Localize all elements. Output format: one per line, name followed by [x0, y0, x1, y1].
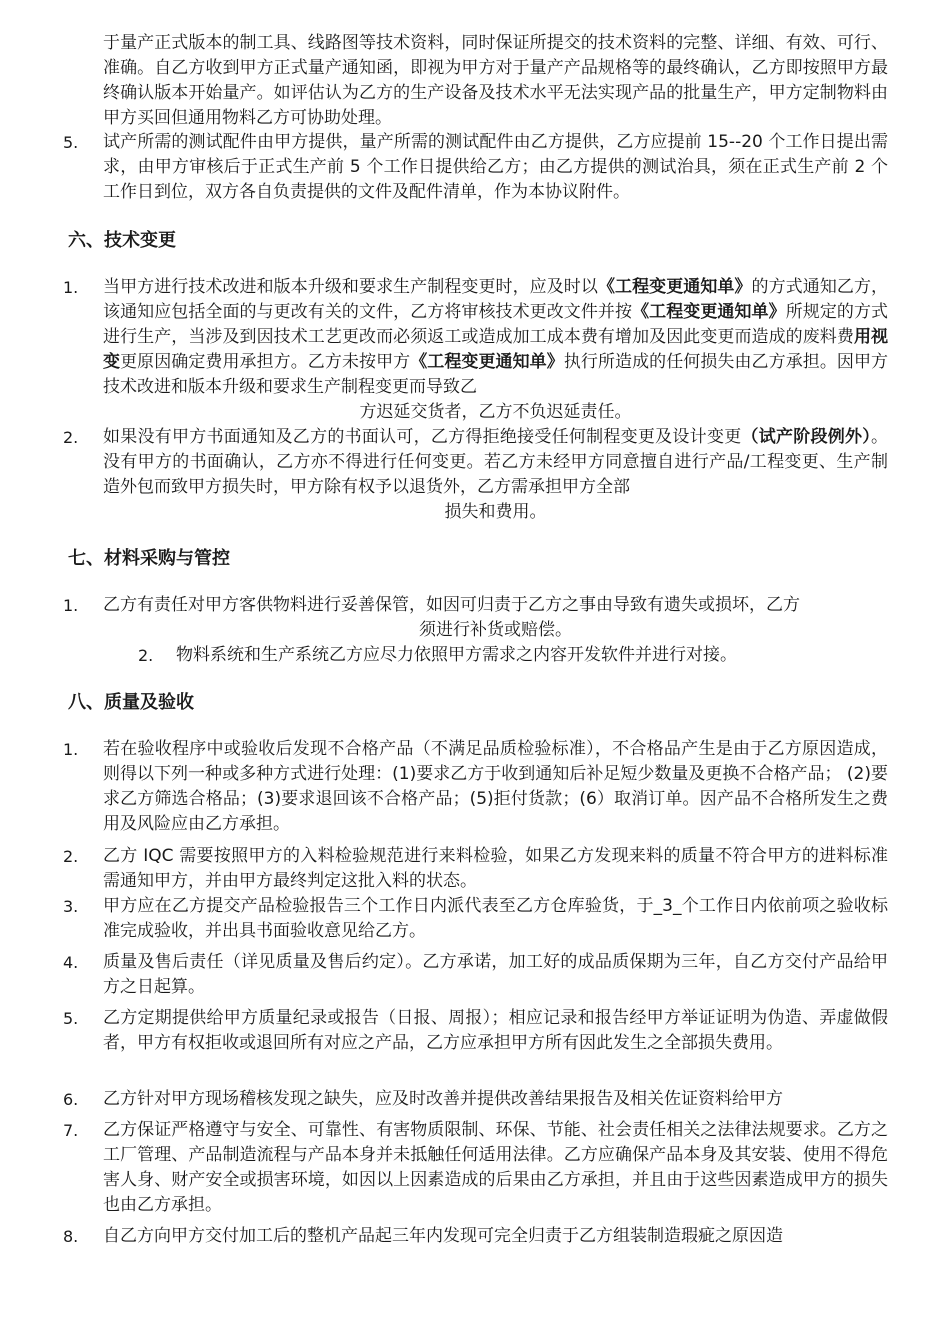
list-number: 5.: [63, 1009, 79, 1028]
bold-segment: （试产阶段例外）: [741, 427, 872, 447]
list-item-text: 乙方针对甲方现场稽核发现之缺失，应及时改善并提供改善结果报告及相关佐证资料给甲方: [103, 1089, 783, 1109]
list-item-text: 甲方应在乙方提交产品检验报告三个工作日内派代表至乙方仓库验货，于_3_个工作日内依前项之验收标准完成验收，并出具书面验收意见给乙方。: [103, 896, 888, 941]
list-item-text: 乙方保证严格遵守与安全、可靠性、有害物质限制、环保、节能、社会责任相关之法律法规要求。乙方之工厂管理、产品制造流程与产品本身并未抵触任何适用法律。乙方应确保产品本身及其安装、使用不得危害人身、财产安全或损害环境，如因以上因素造成的后果由乙方承担，并且由于这些因素造成甲方的损失也由乙方承担。: [103, 1120, 888, 1215]
list-item-text: 质量及售后责任（详见质量及售后约定）。乙方承诺，加工好的成品质保期为三年，自乙方交付产品给甲方之日起算。: [103, 952, 888, 997]
centered-line: 方迟延交货者，乙方不负迟延责任。: [359, 402, 632, 422]
list-item-text: [103, 593, 888, 643]
list-item-text: 自乙方向甲方交付加工后的整机产品起三年内发现可完全归责于乙方组装制造瑕疵之原因造: [103, 1226, 783, 1246]
text-segment: 执行所造成的任何损失由乙方承担。因甲方技术改进和版本升级和要求生产制程变更而导致乙: [103, 352, 889, 397]
section-heading-tech-change: 六、技术变更: [68, 230, 176, 251]
list-number: 7.: [63, 1121, 79, 1140]
text-segment: 。没有甲方的书面确认，乙方亦不得进行任何变更。若乙方未经甲方同意擅自进行产品/工程变更、生产制造外包而致甲方损失时，甲方除有权予以退货外，乙方需承担甲方全部: [103, 427, 889, 497]
text-segment: 当甲方进行技术改进和版本升级和要求生产制程变更时，应及时以: [103, 277, 598, 297]
text-segment: 更原因确定费用承担方。乙方未按甲方: [120, 352, 411, 372]
text-segment: 如果没有甲方书面通知及乙方的书面认可，乙方得拒绝接受任何制程变更及设计变更: [103, 427, 742, 447]
section-heading-quality: 八、质量及验收: [68, 692, 194, 713]
bold-segment: 《工程变更通知单》: [632, 302, 786, 322]
list-item-text: 物料系统和生产系统乙方应尽力依照甲方需求之内容开发软件并进行对接。: [176, 645, 737, 665]
bold-segment: 《工程变更通知单》: [597, 277, 752, 297]
list-item-text: [103, 275, 888, 425]
list-item-text: 若在验收程序中或验收后发现不合格产品（不满足品质检验标准），不合格品产生是由于乙方原因造成，则得以下列一种或多种方式进行处理：(1)要求乙方于收到通知后补足短少数量及更换不合格产品； (2)要求乙方筛选合格品；(3)要求退回该不合格产品；(5)拒付货款；(6）取消订单。因产品不合格所发生之费用及风险应由乙方承担。: [103, 739, 888, 834]
intro-paragraph: 于量产正式版本的制工具、线路图等技术资料，同时保证所提交的技术资料的完整、详细、有效、可行、准确。自乙方收到甲方正式量产通知函，即视为甲方对于量产产品规格等的最终确认，乙方即按照甲方最终确认版本开始量产。如评估认为乙方的生产设备及技术水平无法实现产品的批量生产，甲方定制物料由甲方买回但通用物料乙方可协助处理。: [103, 33, 888, 128]
list-number: 1.: [63, 596, 79, 615]
list-number: 4.: [63, 953, 79, 972]
list-number: 6.: [63, 1090, 79, 1109]
section-heading-material: 七、材料采购与管控: [68, 548, 230, 569]
list-number: 5.: [63, 133, 79, 152]
list-number: 2.: [63, 847, 79, 866]
text-segment: 的方式通知乙方，该通知应包括全面的与更改有关的文件，乙方将审核技术更改文件并按: [103, 277, 889, 322]
list-item-text: [103, 425, 888, 525]
centered-line: 损失和费用。: [444, 502, 547, 522]
text-segment: 乙方有责任对甲方客供物料进行妥善保管，如因可归责于乙方之事由导致有遗失或损坏，乙方: [103, 595, 800, 615]
list-number: 2.: [63, 428, 79, 447]
list-item-text: 乙方定期提供给甲方质量纪录或报告（日报、周报）；相应记录和报告经甲方举证证明为伪造、弄虚做假者，甲方有权拒收或退回所有对应之产品，乙方应承担甲方所有因此发生之全部损失费用。: [103, 1008, 888, 1053]
text-segment: 所规定的方式进行生产，当涉及到因技术工艺更改而必须返工或造成加工成本费有增加及因此变更而造成的废料费: [103, 302, 889, 347]
list-item-text: 乙方 IQC 需要按照甲方的入料检验规范进行来料检验，如果乙方发现来料的质量不符合甲方的进料标准需通知甲方，并由甲方最终判定这批入料的状态。: [103, 846, 888, 891]
list-number: 1.: [63, 740, 79, 759]
list-number: 3.: [63, 897, 79, 916]
list-number: 8.: [63, 1227, 79, 1246]
list-number: 2.: [138, 646, 154, 665]
list-item-text: 试产所需的测试配件由甲方提供，量产所需的测试配件由乙方提供，乙方应提前 15--20 个工作日提出需求，由甲方审核后于正式生产前 5 个工作日提供给乙方；由乙方提供的测试治具，须在正式生产前 2 个工作日到位，双方各自负责提供的文件及配件清单，作为本协议附件。: [103, 132, 888, 202]
list-number: 1.: [63, 278, 79, 297]
centered-line: 须进行补货或赔偿。: [419, 620, 572, 640]
bold-segment: 用视变: [103, 327, 889, 372]
bold-segment: 《工程变更通知单》: [410, 352, 564, 372]
